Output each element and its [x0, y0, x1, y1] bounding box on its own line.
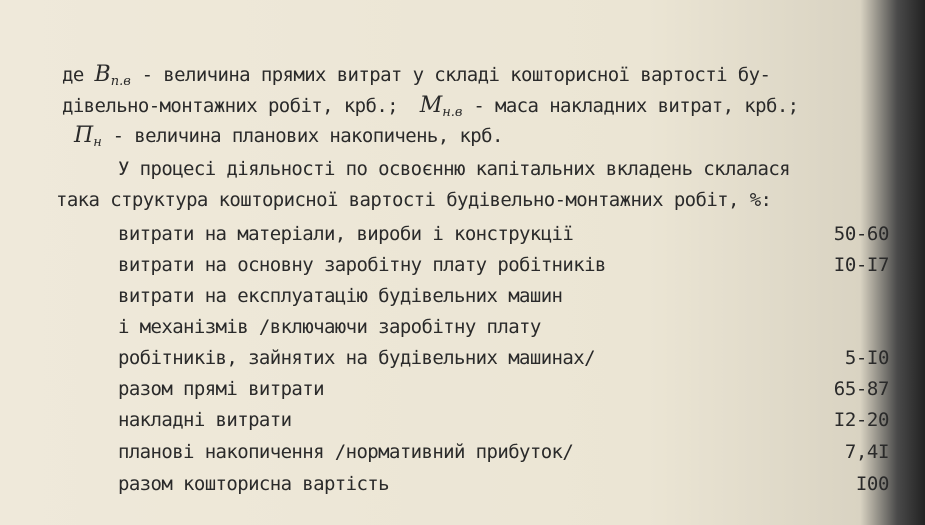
para1-line1	[62, 63, 770, 94]
item-label: робітників, зайнятих на будівельних машинах/	[118, 347, 595, 369]
item-value: 5-I0	[844, 347, 889, 369]
symbol-p: $П_н$	[74, 123, 102, 150]
list-item	[0, 284, 925, 310]
item-label: разом прямі витрати	[118, 378, 324, 400]
list-item	[0, 377, 925, 403]
item-label: і механізмів /включаючи заробітну плату	[118, 316, 541, 338]
item-value: 65-87	[833, 378, 889, 400]
para2-line2: така структура кошторисної вартості будівельно-монтажних робіт, %:	[56, 189, 772, 211]
item-value: 50-60	[833, 223, 889, 245]
item-label: витрати на експлуатацію будівельних машин	[118, 285, 563, 307]
list-item	[0, 472, 925, 498]
text-continued: дівельно-монтажних робіт, крб.;	[62, 95, 420, 117]
text-definition-v: - величина прямих витрат у складі кошторисної вартості бу-	[130, 64, 771, 86]
text-definition-p: - величина планових накопичень, крб.	[101, 125, 503, 147]
list-item	[0, 222, 925, 248]
list-item	[0, 408, 925, 434]
item-label: планові накопичення /нормативний прибуток/	[118, 441, 574, 463]
list-item	[0, 346, 925, 372]
item-value: 7,4I	[844, 441, 889, 463]
list-item	[0, 315, 925, 341]
para1-line2	[62, 94, 799, 125]
item-value: I0-I7	[833, 254, 889, 276]
item-label: накладні витрати	[118, 409, 292, 431]
text-definition-m: - маса накладних витрат, крб.;	[462, 95, 799, 117]
symbol-v: $В_{п.в}$	[94, 62, 131, 89]
item-label: витрати на основну заробітну плату робітників	[118, 254, 606, 276]
list-item	[0, 253, 925, 279]
symbol-m: $М_{н.в}$	[419, 93, 463, 120]
text-de: де	[62, 64, 95, 86]
list-item	[0, 440, 925, 466]
item-value: I2-20	[833, 409, 889, 431]
para1-line3	[74, 124, 503, 155]
para2-line1: У процесі діяльності по освоєнню капітальних вкладень склалася	[118, 158, 791, 180]
item-value: I00	[855, 473, 889, 495]
item-label: разом кошторисна вартість	[118, 473, 389, 495]
item-label: витрати на матеріали, вироби і конструкції	[118, 223, 574, 245]
